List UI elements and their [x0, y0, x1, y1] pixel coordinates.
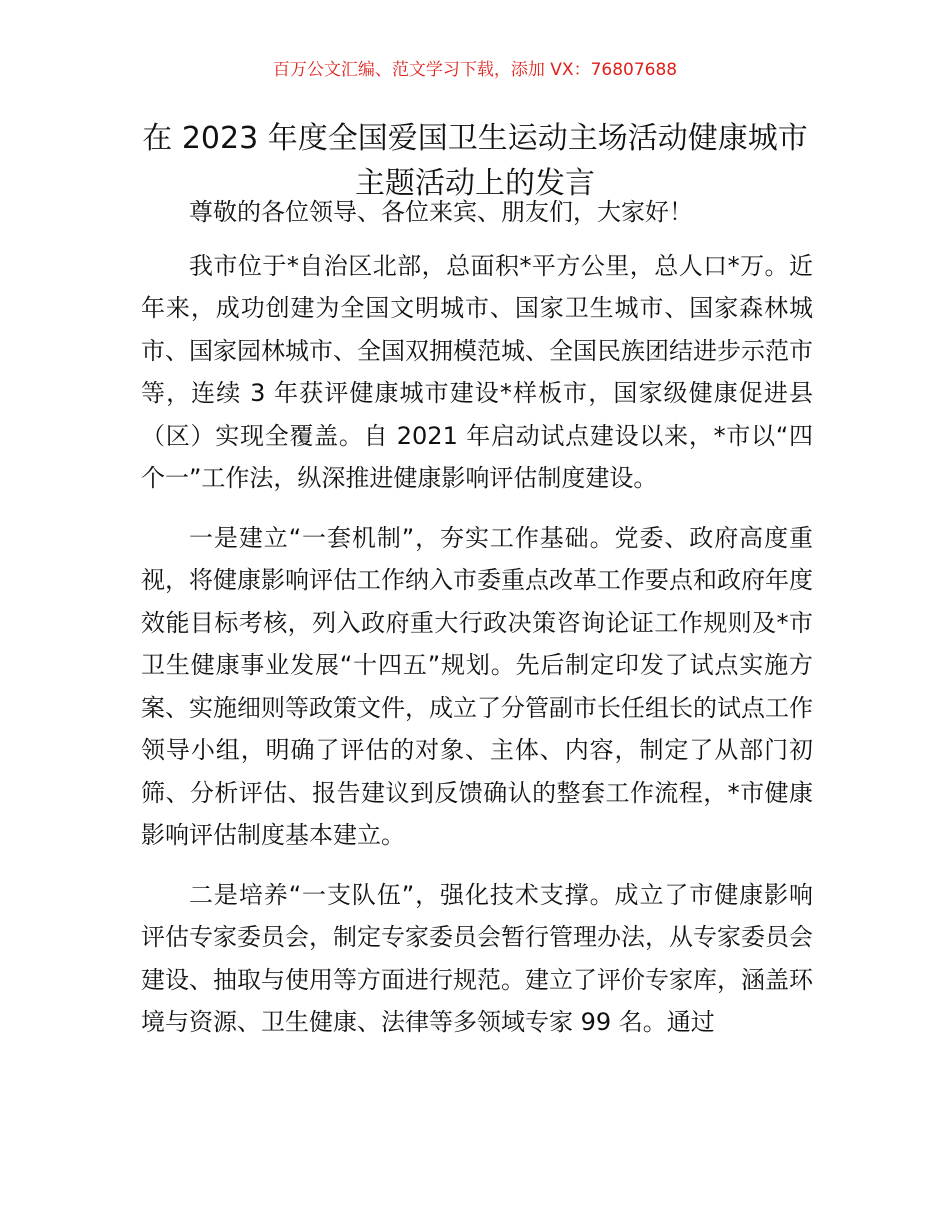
- document-title: 在 2023 年度全国爱国卫生运动主场活动健康城市主题活动上的发言: [142, 121, 808, 201]
- paragraph-team: 二是培养“一支队伍”，强化技术支撑。成立了市健康影响评估专家委员会，制定专家委员会暂行管理办法，从专家委员会建设、抽取与使用等方面进行规范。建立了评价专家库，涵盖环境与资源、卫生健康、法律等多领域专家 99 名。通过: [141, 880, 813, 1036]
- header-watermark: 百万公文汇编、范文学习下载，添加 VX：76807688: [272, 60, 678, 80]
- paragraph-city-intro: 我市位于*自治区北部，总面积*平方公里，总人口*万。近年来，成功创建为全国文明城市、国家卫生城市、国家森林城市、国家园林城市、全国双拥模范城、全国民族团结进步示范市等，连续 3 年获评健康城市建设*样板市，国家级健康促进县（区）实现全覆盖。自 2021 年启动试点建设以来，*市以“四个一”工作法，纵深推进健康影响评估制度建设。: [141, 251, 813, 492]
- document-body: [141, 191, 813, 1061]
- paragraph-greeting: 尊敬的各位领导、各位来宾、朋友们，大家好！: [189, 198, 693, 226]
- paragraph-mechanism: 一是建立“一套机制”，夯实工作基础。党委、政府高度重视，将健康影响评估工作纳入市委重点改革工作要点和政府年度效能目标考核，列入政府重大行政决策咨询论证工作规则及*市卫生健康事业发展“十四五”规划。先后制定印发了试点实施方案、实施细则等政策文件，成立了分管副市长任组长的试点工作领导小组，明确了评估的对象、主体、内容，制定了从部门初筛、分析评估、报告建议到反馈确认的整套工作流程，*市健康影响评估制度基本建立。: [141, 523, 813, 849]
